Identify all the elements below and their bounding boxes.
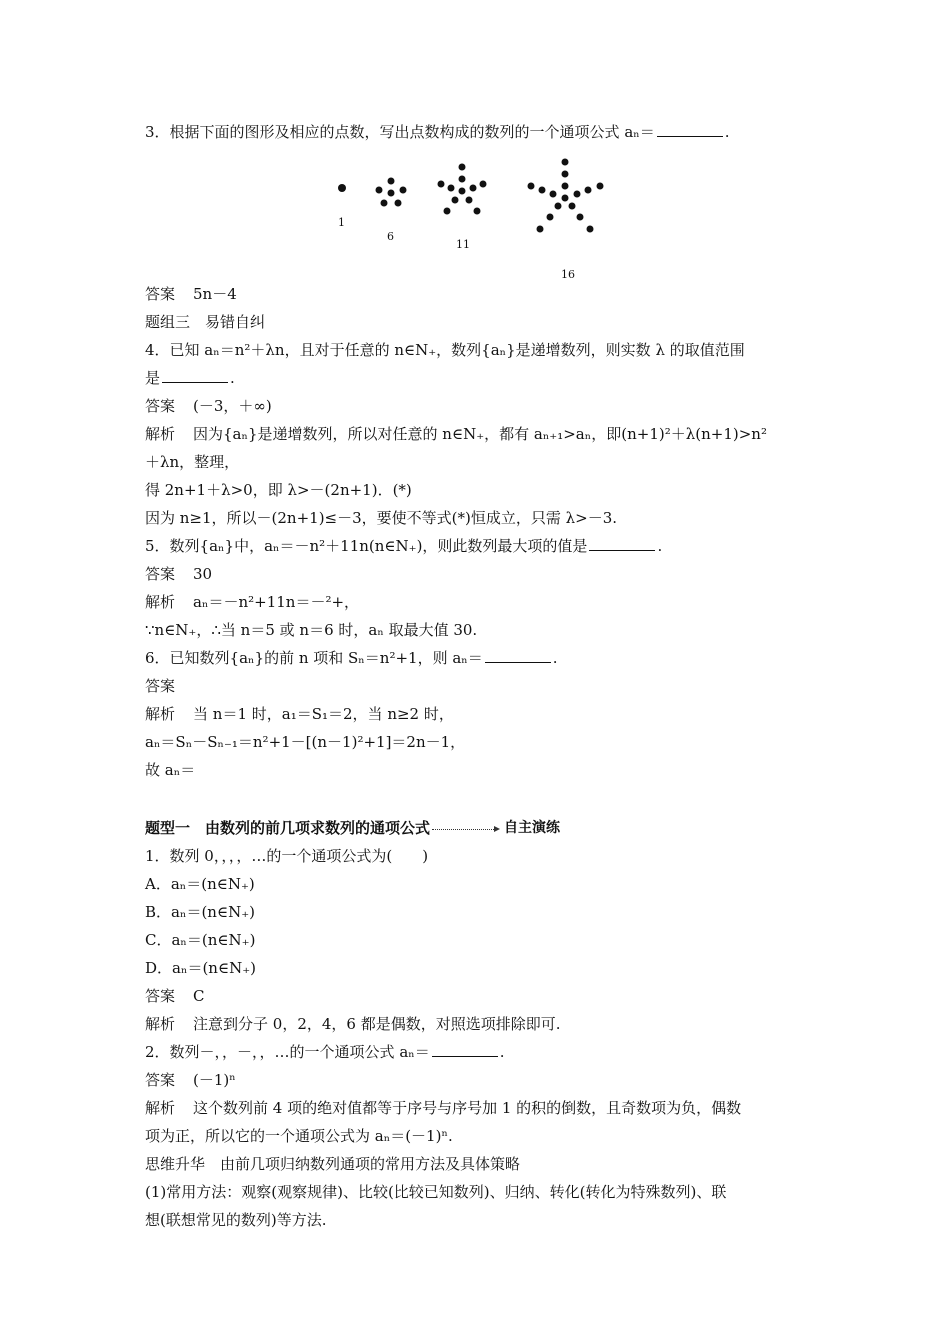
dot (376, 187, 383, 194)
group-title: 题组三 易错自纠 (145, 313, 266, 331)
analysis-line (145, 1010, 815, 1038)
analysis-line: ＋λn，整理， (145, 453, 240, 471)
dot (459, 164, 466, 171)
question-3-text: 3．根据下面的图形及相应的点数，写出点数构成的数列的一个通项公式 aₙ＝ (145, 123, 655, 141)
period: . (657, 537, 663, 555)
analysis-line (145, 420, 815, 448)
answer-label: 答案 (145, 1071, 176, 1089)
answer-line (145, 1066, 815, 1094)
question-4-text: 是 (145, 369, 161, 387)
question-4: 4．已知 aₙ＝n²＋λn，且对于任意的 n∈N₊，数列{aₙ}是递增数列，则实数 λ 的取值范围 (145, 341, 745, 359)
period: . (724, 123, 730, 141)
dot-pattern-figure (330, 146, 815, 281)
dot (474, 208, 481, 215)
period: . (552, 649, 558, 667)
period: . (230, 369, 235, 387)
analysis-label: 解析 (145, 425, 176, 443)
analysis-line: 故 aₙ＝ (145, 761, 196, 779)
dot (585, 187, 592, 194)
answer-label: 答案 (145, 677, 176, 695)
section-heading (145, 814, 815, 842)
option-a: A．aₙ＝(n∈N₊) (145, 875, 255, 893)
question-6 (145, 644, 815, 672)
question-5-text: 5．数列{aₙ}中，aₙ＝－n²＋11n(n∈N₊)，则此数列最大项的值是 (145, 537, 588, 555)
analysis-line (145, 700, 815, 728)
analysis-label: 解析 (145, 705, 176, 723)
dot (562, 159, 569, 166)
dot (587, 226, 594, 233)
dot (528, 183, 535, 190)
answer-value: (－3，＋∞) (193, 397, 272, 415)
dot (569, 203, 576, 210)
dot (562, 171, 569, 178)
dot (562, 183, 569, 190)
option-c: C．aₙ＝(n∈N₊) (145, 931, 256, 949)
dot (547, 214, 554, 221)
dot (395, 200, 402, 207)
dot (338, 184, 346, 192)
dot (444, 208, 451, 215)
dot (388, 178, 395, 185)
dot (388, 190, 395, 197)
analysis-text: 注意到分子 0，2，4，6 都是偶数，对照选项排除即可. (193, 1015, 561, 1033)
problem-1: 1．数列 0，，，，…的一个通项公式为( ) (145, 847, 429, 865)
section-title: 题型一 由数列的前几项求数列的通项公式 (145, 819, 431, 837)
question-3 (145, 118, 815, 146)
analysis-line: 项为正，所以它的一个通项公式为 aₙ＝(－1)ⁿ. (145, 1127, 453, 1145)
dot (555, 203, 562, 210)
dot (480, 181, 487, 188)
dot (539, 187, 546, 194)
dot (597, 183, 604, 190)
answer-line (145, 560, 815, 588)
dot (438, 181, 445, 188)
figure-label-6: 6 (387, 230, 394, 243)
figure-label-1: 1 (338, 216, 345, 229)
summary-line: 想(联想常见的数列)等方法. (145, 1211, 327, 1229)
analysis-line: 得 2n+1＋λ>0，即 λ>－(2n+1)．(*) (145, 481, 412, 499)
arrow-icon (432, 829, 494, 830)
problem-2 (145, 1038, 815, 1066)
figure-label-16: 16 (561, 268, 575, 281)
analysis-label: 解析 (145, 1015, 176, 1033)
answer-label: 答案 (145, 565, 176, 583)
answer-label: 答案 (145, 285, 176, 303)
dot (452, 197, 459, 204)
answer-value: C (193, 987, 205, 1005)
answer-line (145, 982, 815, 1010)
dot (448, 185, 455, 192)
dot (574, 191, 581, 198)
dot (537, 226, 544, 233)
analysis-label: 解析 (145, 593, 176, 611)
answer-blank (485, 648, 551, 663)
analysis-line (145, 1094, 815, 1122)
analysis-label: 解析 (145, 1099, 176, 1117)
dot (459, 188, 466, 195)
dot (577, 214, 584, 221)
analysis-text: 这个数列前 4 项的绝对值都等于序号与序号加 1 的积的倒数，且奇数项为负，偶数 (193, 1099, 742, 1117)
answer-blank (432, 1042, 498, 1057)
dot-pattern-svg (330, 146, 630, 266)
answer-value: 30 (193, 565, 213, 583)
answer-value: 5n－4 (193, 285, 237, 303)
analysis-line: ∵n∈N₊，∴当 n＝5 或 n＝6 时，aₙ 取最大值 30. (145, 621, 478, 639)
dot (466, 197, 473, 204)
answer-label: 答案 (145, 987, 176, 1005)
analysis-line: 因为 n≥1，所以－(2n+1)≤－3，要使不等式(*)恒成立，只需 λ>－3. (145, 509, 618, 527)
analysis-line (145, 588, 815, 616)
question-6-text: 6．已知数列{aₙ}的前 n 项和 Sₙ＝n²+1，则 aₙ＝ (145, 649, 483, 667)
answer-value: (－1)ⁿ (193, 1071, 236, 1089)
dot (400, 187, 407, 194)
answer-line (145, 280, 815, 308)
summary-line: (1)常用方法：观察(观察规律)、比较(比较已知数列)、归纳、转化(转化为特殊数列)、联 (145, 1183, 727, 1201)
question-5 (145, 532, 815, 560)
problem-2-text: 2．数列－，，－，，…的一个通项公式 aₙ＝ (145, 1043, 430, 1061)
period: . (499, 1043, 505, 1061)
figure-label-11: 11 (456, 238, 470, 251)
answer-blank (162, 368, 228, 383)
analysis-text: 因为{aₙ}是递增数列，所以对任意的 n∈N₊，都有 aₙ₊₁>aₙ，即(n+1)²＋λ(n+1)>n² (193, 425, 767, 443)
answer-blank (657, 122, 723, 137)
analysis-text: aₙ＝－n²+11n＝－²+， (193, 593, 360, 611)
option-d: D．aₙ＝(n∈N₊) (145, 959, 256, 977)
dot (470, 185, 477, 192)
question-4-cont (145, 364, 815, 392)
analysis-text: 当 n＝1 时，a₁＝S₁＝2，当 n≥2 时， (193, 705, 454, 723)
option-b: B．aₙ＝(n∈N₊) (145, 903, 255, 921)
dot (381, 200, 388, 207)
document-body (145, 118, 815, 1234)
section-tag: 自主演练 (504, 820, 561, 836)
dot (459, 176, 466, 183)
analysis-line: aₙ＝Sₙ－Sₙ₋₁＝n²+1－[(n－1)²+1]＝2n－1， (145, 733, 466, 751)
answer-line (145, 392, 815, 420)
dot (562, 195, 569, 202)
answer-blank (589, 536, 655, 551)
dot (550, 191, 557, 198)
summary-title: 思维升华 由前几项归纳数列通项的常用方法及具体策略 (145, 1155, 521, 1173)
answer-line (145, 672, 815, 700)
answer-label: 答案 (145, 397, 176, 415)
